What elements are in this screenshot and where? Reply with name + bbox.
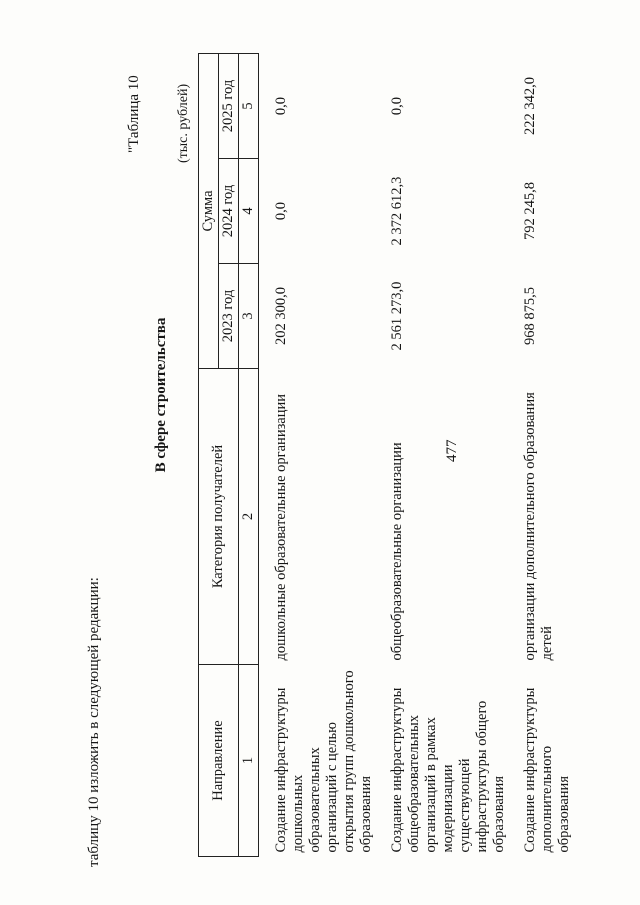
cell-2024: 792 245,8 bbox=[522, 182, 538, 240]
cell-2024: 0,0 bbox=[273, 201, 289, 221]
table-row bbox=[375, 54, 508, 857]
cell-2023: 2 561 273,0 bbox=[389, 281, 405, 351]
cell-direction: Создание инфраструктуры дошкольных образовательных организаций с целью открытия групп дошкольного образования bbox=[273, 670, 374, 853]
cell-direction: Создание инфраструктуры дополнительного образования bbox=[522, 687, 572, 853]
cell-2025: 0,0 bbox=[389, 96, 405, 116]
table-row bbox=[259, 54, 376, 857]
section-title: В сфере строительства bbox=[153, 317, 169, 473]
table-label: "Таблица 10 bbox=[126, 75, 142, 153]
column-number-row bbox=[239, 54, 259, 857]
table-row bbox=[508, 54, 573, 857]
header-direction: Направление bbox=[199, 665, 239, 857]
header-year-2023: 2023 год bbox=[219, 264, 239, 369]
column-number: 4 bbox=[239, 159, 259, 264]
header-amount: Сумма bbox=[199, 54, 219, 369]
header-year-2025: 2025 год bbox=[219, 54, 239, 159]
units-label: (тыс. рублей) bbox=[176, 83, 191, 163]
page-number: 477 bbox=[444, 439, 460, 462]
column-number: 1 bbox=[239, 665, 259, 857]
cell-2024: 2 372 612,3 bbox=[389, 176, 405, 246]
cell-category: организации дополнительного образования детей bbox=[522, 392, 555, 661]
funding-table bbox=[198, 53, 573, 857]
table-header bbox=[199, 54, 259, 857]
header-row bbox=[199, 54, 219, 857]
cell-2023: 202 300,0 bbox=[273, 287, 289, 345]
header-category: Категория получателей bbox=[199, 369, 239, 665]
intro-text: таблицу 10 изложить в следующей редакции: bbox=[86, 577, 102, 867]
cell-2023: 968 875,5 bbox=[522, 287, 538, 345]
cell-category: общеобразовательные организации bbox=[389, 442, 405, 661]
cell-2025: 0,0 bbox=[273, 96, 289, 116]
column-number: 2 bbox=[239, 369, 259, 665]
column-number: 5 bbox=[239, 54, 259, 159]
cell-category: дошкольные образовательные организации bbox=[273, 393, 289, 661]
header-year-2024: 2024 год bbox=[219, 159, 239, 264]
table-body bbox=[259, 54, 574, 857]
column-number: 3 bbox=[239, 264, 259, 369]
cell-direction: Создание инфраструктуры общеобразовательных организаций в рамках модернизации существующей инфраструктуры общего образования bbox=[389, 687, 507, 853]
cell-2025: 222 342,0 bbox=[522, 77, 538, 135]
